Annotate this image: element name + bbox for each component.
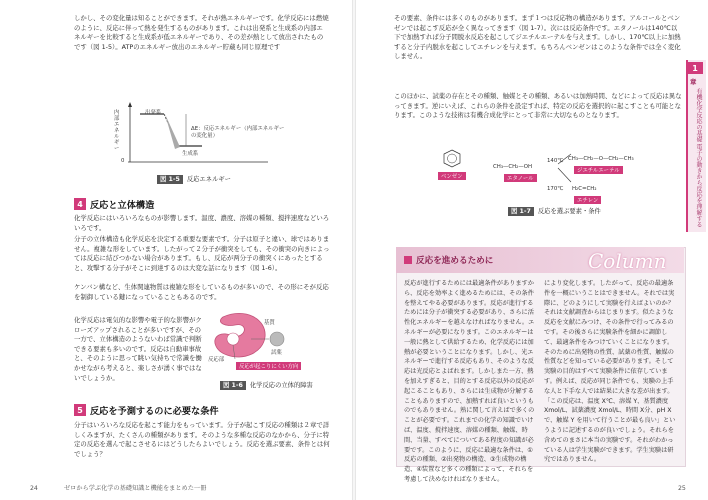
reaction-site bbox=[227, 333, 239, 345]
chapter-number: 1 bbox=[687, 62, 703, 74]
figure-1-6-caption: 図 1-6 化学反応の立体的障害 bbox=[220, 381, 313, 390]
zero-label: 0 bbox=[121, 158, 125, 164]
ethylene-formula: H₂C=CH₂ bbox=[572, 186, 597, 192]
right-paragraph-2: このほかに、試薬の存在とその種類、触媒とその種類、あるいは加熱時間、などによって反応は異なってきます。逆にいえば、これらの条件を設定すれば、特定の反応を選択的に起こすことも可能となります。このような技術は有機合成化学にとって非常に大切なものとなります。 bbox=[394, 92, 682, 120]
high-temp-arrow bbox=[558, 168, 571, 182]
blocked-direction-label: 反応が起こりにくい方向 bbox=[236, 362, 301, 370]
column-text-2: により変化します。したがって、反応の最適条件を一概にいうことはできません。それでは実際に、どのようにして実験を行えばよいのか？ それは文献調査からはじまります。似たような反応を文献にみつけ、その条件で行ってみるのです。その後さらに実験条件を細かに調節して、最適条件をみつけていくことになります。そのために出発物の性質、試薬の性質、触媒の性質などを知っている必要があります。そして実験の目的はすべて実験条件に依存しています。例えば、反応が同じ条件でも、実験の上手な人と下手な人では結果に大きな差が出ます。「この反応は、温度 X℃、溶媒 Y、基質濃度 Xmol/L、試薬濃度 Xmol/L、時間 X分、pH X で、触媒 Y を用いて行うことが最も良い」というように記述するのが良いでしょう。それらを含めてのまさに本当の実験です。それがわかっている人は学生実験ができます。学生実験は研究ではありません。 bbox=[544, 280, 676, 464]
ether-formula: CH₃—CH₂—O—CH₂—CH₃ bbox=[568, 156, 634, 162]
benzene-circle bbox=[448, 154, 457, 163]
page-number-left: 24 bbox=[30, 485, 38, 492]
footer-title: ゼロから学ぶ化学の基礎知識と機能をまとめた一冊 bbox=[64, 485, 207, 492]
low-temp-label: 140℃ bbox=[547, 158, 564, 164]
ethanol-formula: CH₃—CH₂—OH bbox=[493, 164, 533, 170]
column-text-1: 反応が進行するためには最適条件がありますから、反応を効率よく進めるためには、その条件を整えてやる必要があります。反応が進行するためには分子が衝突する必要があり、さらに活性化エネルギーを越えなければなりません。エネルギーが必要になります。このエネルギーは一般に熱として供給するため、化学反応には加熱が必要ということになります。しかし、光エネルギーで進行する反応もあり、そのような反応は光反応とよばれます。しかしまた一方、熱を加えすぎると、目的とする反応以外の反応が起こることもあり、さらには生成物が分解することもありますので、加熱すれば良いというものでもありません。熟に関して言えばで多くのことが必要です。これまでの化学の知識でいけば、温度、撹拌速度、溶媒の種類、触媒、時間、当量、すべてについてある程度の知識が必要です。このように、反応に最適な条件は、①反応の種類、②出発物の構造、③生成物の構造、④装置など多くの種類によって、それらを考慮して決めなければなりません。 bbox=[404, 280, 535, 483]
column-square-icon bbox=[404, 256, 412, 264]
ether-label: ジエチルエーテル bbox=[574, 166, 623, 174]
benzene-label: ベンゼン bbox=[438, 172, 466, 180]
substrate-shape bbox=[215, 313, 265, 357]
figure-1-5-caption: 図 1-5 反応エネルギー bbox=[157, 175, 231, 184]
y-axis-label: 内部エネルギー bbox=[114, 110, 120, 152]
figure-1-7-caption: 図 1-7 反応を選ぶ要素・条件 bbox=[508, 207, 601, 216]
reagent-ball bbox=[270, 332, 284, 346]
column-title: 反応を進めるために bbox=[404, 254, 493, 266]
section-5-heading bbox=[74, 403, 219, 417]
substrate-label: 基質 bbox=[264, 320, 275, 326]
start-label: 出発系 bbox=[145, 110, 162, 116]
column-word: Column bbox=[588, 249, 667, 273]
high-temp-label: 170℃ bbox=[547, 186, 564, 192]
ethanol-label: エタノール bbox=[504, 174, 537, 182]
section-4-heading bbox=[74, 197, 154, 211]
section-4-paragraph-1: 化学反応にはいろいろなものが影響します。温度、濃度、溶媒の種類、撹拌速度などいろいろです。 bbox=[74, 214, 330, 232]
delta-label: ΔE：反応エネルギー（内部エネルギーの変化量） bbox=[191, 126, 285, 139]
figure-number: 図 1-7 bbox=[508, 207, 534, 216]
section-5-paragraph: 分子はいろいろな反応を起こす能力をもっています。分子が起こす反応の種類は２章で詳しくみますが、たくさんの種類があります。そのような多種な反応のなかから、分子に特定の反応を選んで起こさせるにはどうしたらよいでしょう。反応を選ぶ要素、条件とは何でしょう？ bbox=[74, 421, 330, 458]
page-number-right: 25 bbox=[678, 485, 686, 492]
product-label: 生成系 bbox=[182, 151, 199, 157]
intro-paragraph: しかし、その変化量は知ることができます。それが熱エネルギーです。化学反応には燃焼のように、反応に伴って熱を発生するものがあります。これは出発系と生成系の内部エネルギーを比較すると生成系が低エネルギーであり、その差が熱として放出されたものです（図 1-5）。ATPのエネルギー放出のエネルギー貯蔵も同じ原理です bbox=[74, 14, 329, 51]
section-4-paragraph-2: 分子の立体構造も化学反応を決定する重要な要素です。分子は原子と違い、球ではありません。複雑な形をしています。したがって２分子が衝突をしても、その衝突の向きによっては反応に結びつかない場合があります。もし、反応が两分子の衝突くにあったとすると、攻撃する分子がそこに到達するのは大変な話になります（図 1-6）。 bbox=[74, 235, 330, 272]
ethylene-label: エチレン bbox=[574, 196, 601, 204]
figure-number: 図 1-6 bbox=[220, 381, 246, 390]
reagent-label: 試薬 bbox=[271, 350, 282, 356]
chapter-char: 章 bbox=[690, 78, 697, 86]
site-label: 反応部 bbox=[208, 357, 225, 363]
section-number: 5 bbox=[74, 404, 86, 416]
section-number: 4 bbox=[74, 198, 86, 210]
chapter-title: 有機化学反応の基礎 電子の動きから反応を理解する bbox=[695, 88, 702, 228]
energy-drop-arrow bbox=[165, 114, 180, 149]
left-page bbox=[0, 0, 352, 500]
section-title: 反応を予測するのに必要な条件 bbox=[90, 406, 219, 417]
section-4-paragraph-4: 化学反応は電気的な影響や電子的な影響がクローズアップされることが多いですが、その一方で、立体構造のようないわば常識で判断できる要素も多いのです。反応は自動車事故と、そのように思って眺い気持ちで常識を働かせながら考えると、楽しさが湧く事ではないでしょうか。 bbox=[74, 316, 202, 382]
figure-number: 図 1-5 bbox=[157, 175, 183, 184]
right-paragraph-1: その要素、条件には多くのものがあります。まず１つは反応物の構造があります。アルコールとベンゼンでは起こす反応が全く異なってきます（図 1-7）。次には反応条件です。エタノールは140℃以下で加熱すれば分子間脱水反応を起こしてジエチルエーテルを与えます。しかし、170℃以上に加熱すると分子内脱水を起こしてエチレンを与えます。もちろんベンゼンはこのような条件では全く変化しません。 bbox=[394, 14, 681, 61]
section-4-paragraph-3: ケンバン構など、生体関連物質は複雑な形をしているものが多いので、その形にそが反応を制御している鍵になっていることもあるのです。 bbox=[74, 283, 329, 301]
section-title: 反応と立体構造 bbox=[90, 200, 155, 211]
energy-axis-arrow bbox=[128, 102, 132, 107]
benzene-ring bbox=[444, 150, 460, 167]
